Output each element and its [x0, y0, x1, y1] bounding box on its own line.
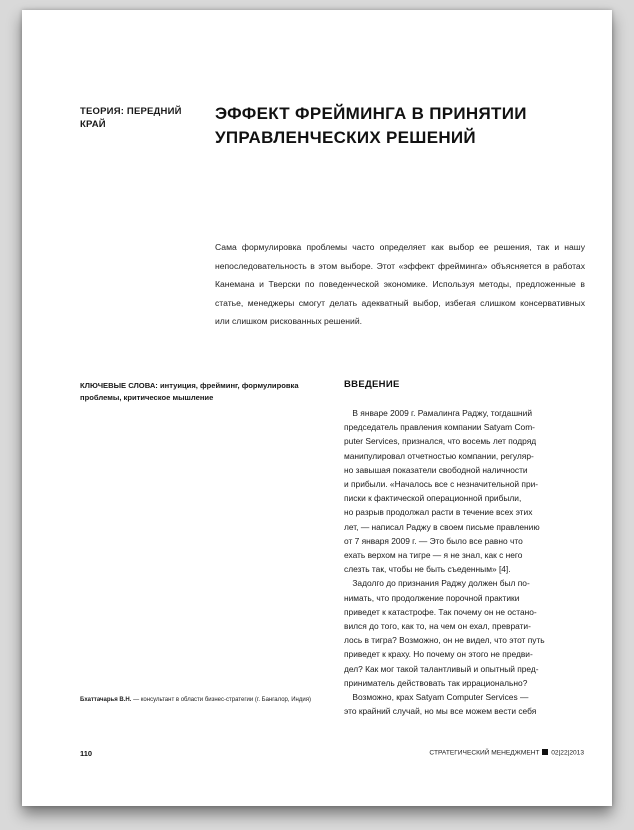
body-line: приведет к катастрофе. Так почему он не остано- — [344, 606, 537, 617]
article-abstract: Сама формулировка проблемы часто определяет как выбор ее решения, так и нашу непоследовательность в этом выборе. Этот «эффект фрейминга» объясняется в работах Канемана и Тверски по поведенческой экономике. Используя методы, предложенные в статье, менеджеры смогут делать адекватный выбор, избегая слишком консервативных или слишком рискованных решений. — [215, 242, 585, 326]
body-line: приведет к краху. Но почему он этого не предви- — [344, 649, 533, 660]
body-line: писки к фактической операционной прибыли, — [344, 493, 522, 504]
body-line: председатель правления компании Satyam Com- — [344, 422, 535, 433]
body-line: но разрыв продолжал расти в течение всех этих — [344, 507, 533, 518]
body-line: и прибыли. «Началось все с незначительной при- — [344, 479, 539, 490]
body-line: puter Services, признался, что восемь лет подряд — [344, 436, 537, 447]
page-number: 110 — [80, 749, 93, 758]
body-line: лось в тигра? Возможно, он не видел, что этот путь — [344, 635, 545, 646]
journal-page — [22, 10, 612, 806]
body-line: манипулировал отчетностью компании, регуляр- — [344, 450, 534, 461]
body-line: Возможно, крах Satyam Computer Services — — [344, 692, 529, 703]
body-line: ехать верхом на тигре — я не знал, как с него — [344, 550, 523, 561]
keywords: КЛЮЧЕВЫЕ СЛОВА: интуиция, фрейминг, формулировка проблемы, критическое мышление — [80, 381, 299, 402]
article-title: ЭФФЕКТ ФРЕЙМИНГА В ПРИНЯТИИ УПРАВЛЕНЧЕСКИХ РЕШЕНИЙ — [215, 104, 527, 147]
body-line: лет, — написал Раджу в своем письме правлению — [344, 521, 540, 532]
journal-name: СТРАТЕГИЧЕСКИЙ МЕНЕДЖМЕНТ — [429, 749, 540, 757]
author-description: — консультант в области бизнес-стратегии (г. Бангалор, Индия) — [131, 697, 311, 703]
square-bullet-icon — [542, 749, 548, 755]
body-line: Задолго до признания Раджу должен был по- — [344, 578, 530, 589]
body-line: вился до того, как то, на чем он ехал, преврати- — [344, 621, 531, 632]
journal-issue: 02|22|2013 — [551, 749, 584, 757]
body-line: слезть так, чтобы не быть съеденным» [4]. — [344, 564, 511, 575]
section-label: ТЕОРИЯ: ПЕРЕДНИЙ КРАЙ — [80, 106, 182, 130]
body-line: это крайний случай, но мы все можем вести себя — [344, 706, 537, 717]
author-note — [80, 696, 340, 705]
body-line: дел? Как мог такой талантливый и опытный пред- — [344, 663, 539, 674]
author-name: Бхаттачарья В.Н. — [80, 697, 132, 703]
body-line: от 7 января 2009 г. — Это было все равно что — [344, 535, 523, 546]
journal-footer — [429, 749, 584, 757]
body-line: приниматель действовать так иррационально? — [344, 677, 528, 688]
body-line: нимать, что продолжение порочной практики — [344, 592, 520, 603]
body-line: В январе 2009 г. Рамалинга Раджу, тогдашний — [344, 408, 533, 418]
body-line: но завышая показатели свободной наличности — [344, 464, 528, 475]
body-text — [344, 406, 583, 718]
intro-heading: ВВЕДЕНИЕ — [344, 379, 400, 390]
